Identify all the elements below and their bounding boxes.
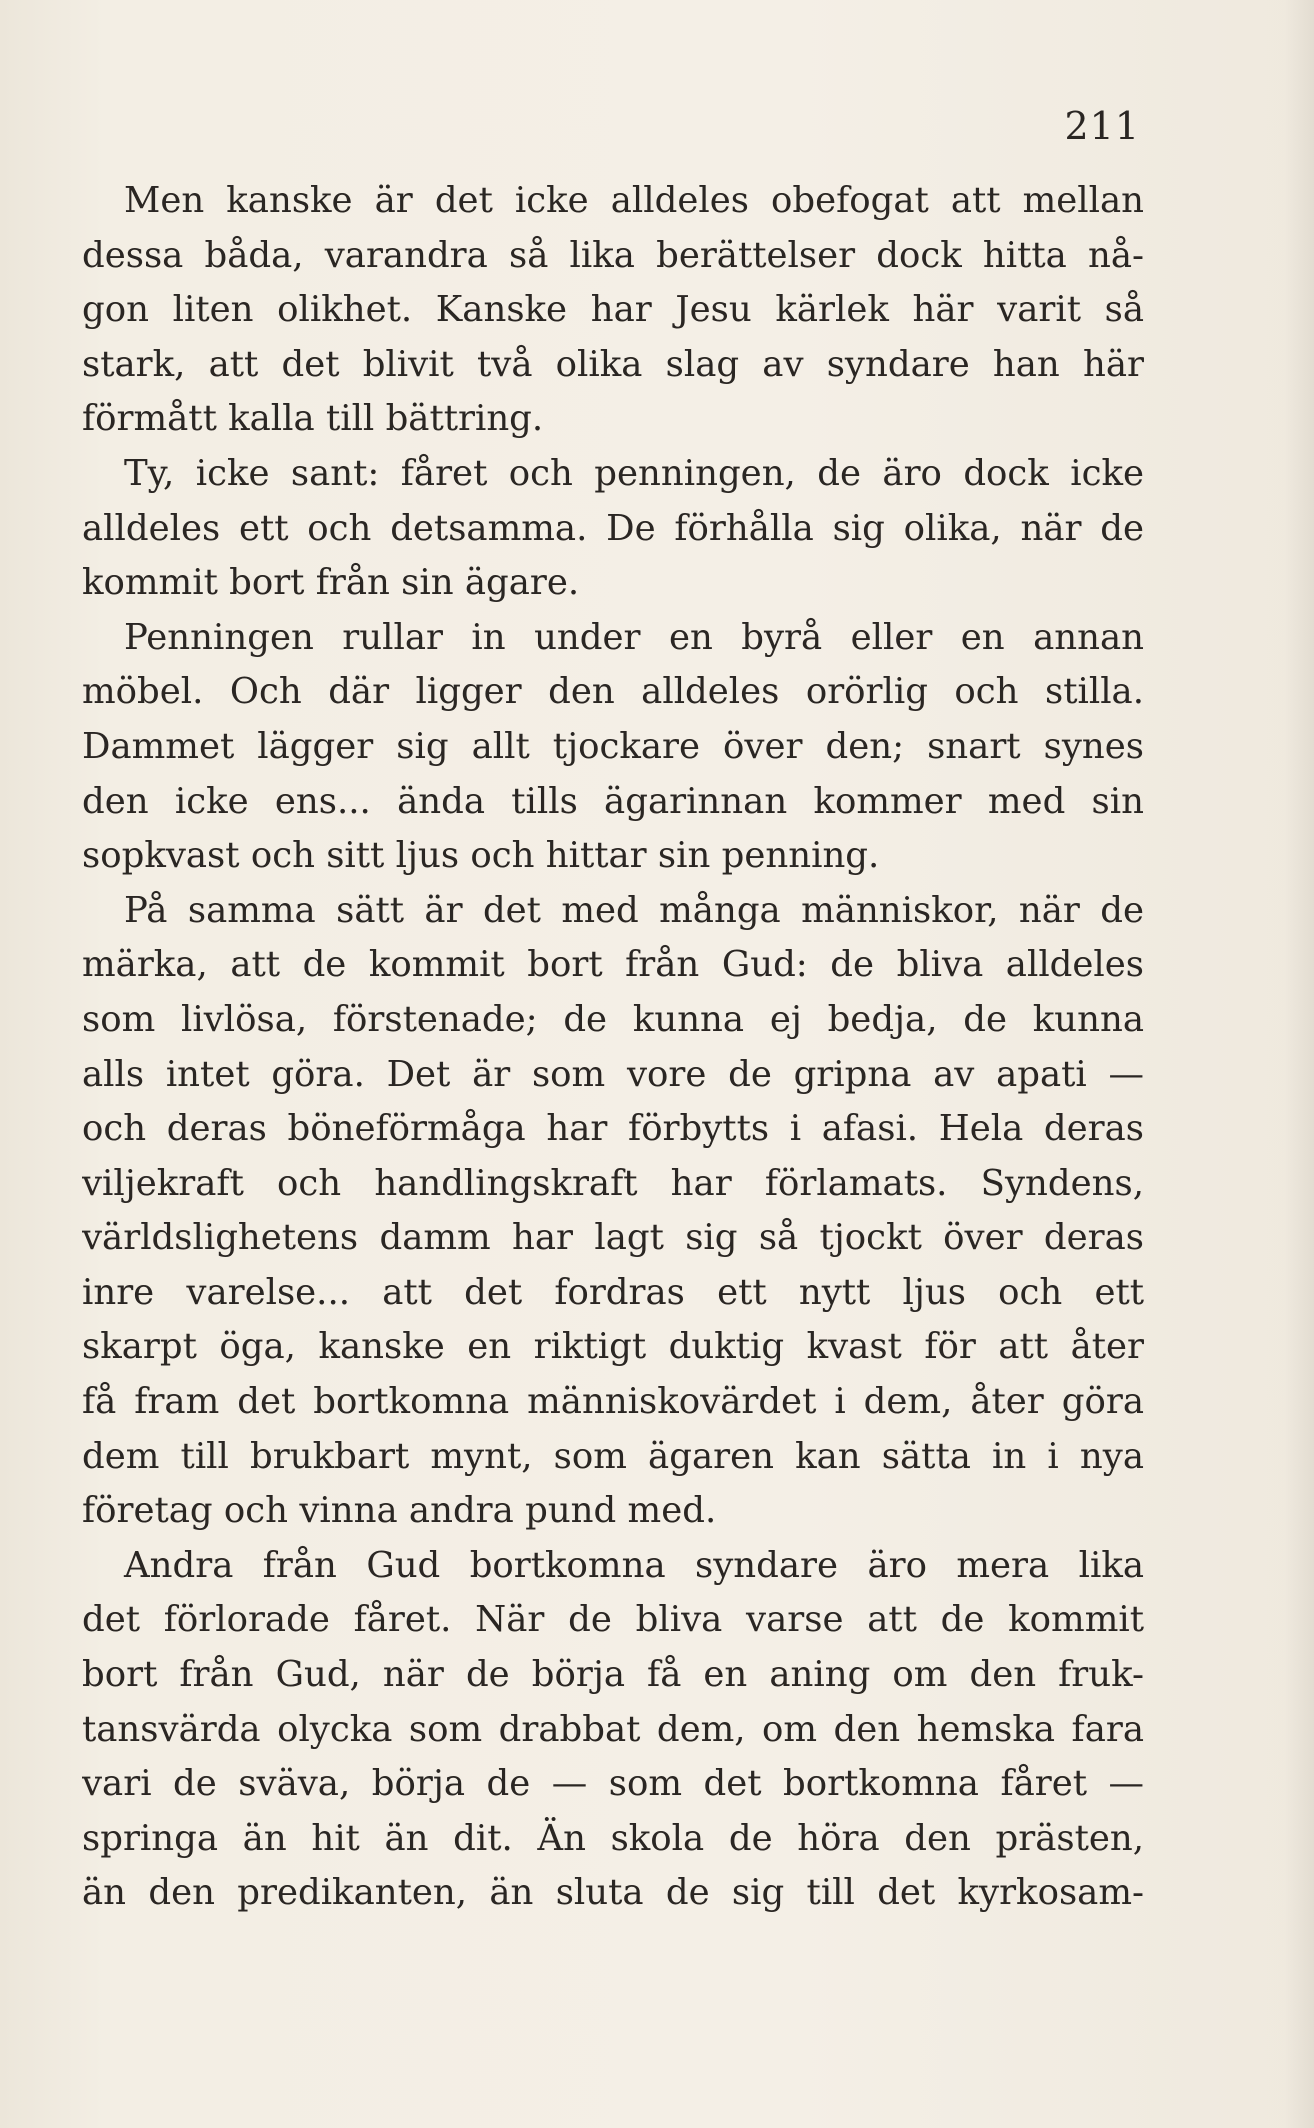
text-line: vari de sväva, börja de — som det bortkomna fåret — xyxy=(82,1763,1144,1805)
text-line: viljekraft och handlingskraft har förlamats. Syndens, xyxy=(82,1162,1144,1204)
text-line: märka, att de kommit bort från Gud: de bliva alldeles xyxy=(82,944,1144,986)
text-line: alls intet göra. Det är som vore de gripna av apati — xyxy=(82,1053,1144,1095)
page-edge-shadow xyxy=(1284,0,1314,2128)
text-line: På samma sätt är det med många människor, när de xyxy=(124,889,1144,931)
text-line: bort från Gud, när de börja få en aning om den fruk- xyxy=(82,1654,1144,1696)
text-line: sopkvast och sitt ljus och hittar sin penning. xyxy=(82,835,880,877)
text-line: möbel. Och där ligger den alldeles orörlig och stilla. xyxy=(82,671,1144,713)
text-line: dessa båda, varandra så lika berättelser dock hitta nå- xyxy=(82,234,1144,276)
text-line: det förlorade fåret. När de bliva varse att de kommit xyxy=(82,1599,1144,1641)
text-line: och deras böneförmåga har förbytts i afasi. Hela deras xyxy=(82,1108,1144,1150)
text-line: Dammet lägger sig allt tjockare över den; snart synes xyxy=(82,725,1144,767)
text-line: gon liten olikhet. Kanske har Jesu kärlek här varit så xyxy=(82,289,1144,331)
text-line: Men kanske är det icke alldeles obefogat att mellan xyxy=(124,180,1144,221)
text-line: få fram det bortkomna människovärdet i dem, åter göra xyxy=(82,1381,1144,1423)
body-text xyxy=(82,174,1144,1921)
text-line: inre varelse... att det fordras ett nytt ljus och ett xyxy=(82,1271,1144,1313)
text-line: företag och vinna andra pund med. xyxy=(82,1490,717,1532)
text-line: dem till brukbart mynt, som ägaren kan sätta in i nya xyxy=(82,1435,1144,1477)
text-line: förmått kalla till bättring. xyxy=(82,398,544,440)
text-line: tansvärda olycka som drabbat dem, om den hemska fara xyxy=(82,1708,1144,1750)
text-line: än den predikanten, än sluta de sig till det kyrkosam- xyxy=(82,1872,1144,1914)
text-line: världslighetens damm har lagt sig så tjockt över deras xyxy=(82,1217,1144,1259)
text-line: alldeles ett och detsamma. De förhålla sig olika, när de xyxy=(82,507,1144,549)
page-number: 211 xyxy=(1064,104,1140,148)
text-line: springa än hit än dit. Än skola de höra den prästen, xyxy=(82,1817,1144,1859)
text-line: Penningen rullar in under en byrå eller en annan xyxy=(124,616,1144,658)
text-line: som livlösa, förstenade; de kunna ej bedja, de kunna xyxy=(82,998,1144,1040)
text-line: kommit bort från sin ägare. xyxy=(82,562,580,604)
text-line: Andra från Gud bortkomna syndare äro mera lika xyxy=(124,1544,1144,1586)
text-line: den icke ens... ända tills ägarinnan kommer med sin xyxy=(82,780,1144,822)
text-line: skarpt öga, kanske en riktigt duktig kvast för att åter xyxy=(82,1326,1144,1368)
text-line: Ty, icke sant: fåret och penningen, de äro dock icke xyxy=(124,452,1144,494)
text-line: stark, att det blivit två olika slag av syndare han här xyxy=(82,343,1144,385)
